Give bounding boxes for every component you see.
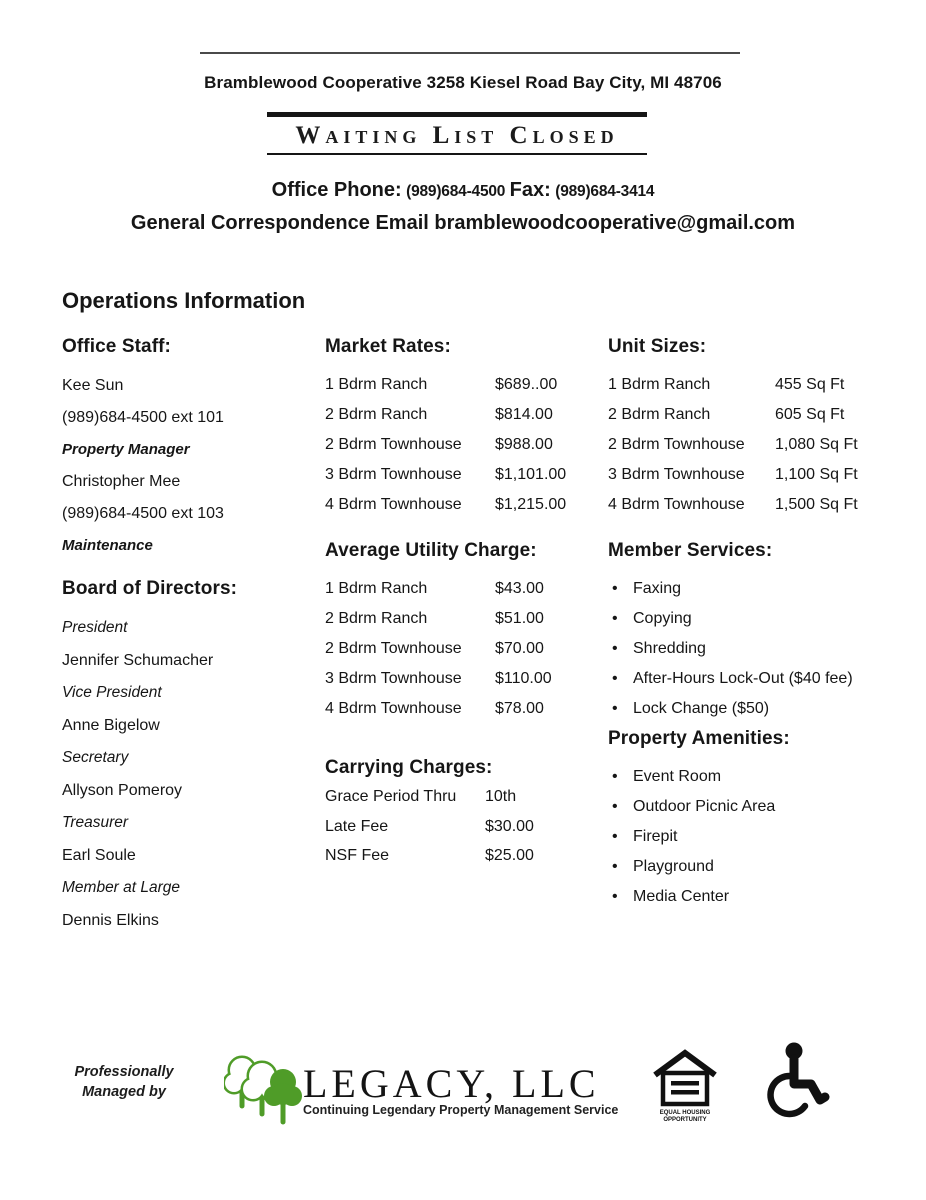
bullet-icon xyxy=(608,822,633,852)
equal-housing-label-line1: EQUAL HOUSING xyxy=(659,1110,711,1116)
fax-label: Fax: xyxy=(509,179,551,201)
bullet-item xyxy=(608,694,908,724)
utility-section xyxy=(325,540,590,724)
bullet-text: Faxing xyxy=(633,580,682,597)
rate-value: $1,101.00 xyxy=(495,466,567,483)
amenities-heading: Property Amenities: xyxy=(608,728,790,749)
bullet-text: After-Hours Lock-Out ($40 fee) xyxy=(633,670,853,687)
address-line: Bramblewood Cooperative 3258 Kiesel Road Bay City, MI 48706 xyxy=(204,73,722,92)
equal-housing-icon xyxy=(652,1046,718,1126)
bullet-item xyxy=(608,852,908,882)
board-role: Member at Large xyxy=(62,879,181,896)
bullet-item xyxy=(608,574,908,604)
email-line: General Correspondence Email bramblewoodcooperative@gmail.com xyxy=(130,212,796,234)
rate-value: 1,080 Sq Ft xyxy=(775,436,858,453)
managed-by-line2: Managed by xyxy=(82,1084,166,1100)
rate-label: 4 Bdrm Townhouse xyxy=(325,496,462,513)
bullet-item xyxy=(608,604,908,634)
bullet-item xyxy=(608,822,908,852)
bullet-icon xyxy=(608,694,633,724)
phone-fax-line xyxy=(0,179,926,202)
bullet-icon xyxy=(608,604,633,634)
bullet-text: Lock Change ($50) xyxy=(633,700,770,717)
rate-label: 2 Bdrm Townhouse xyxy=(608,436,745,453)
legacy-logo-name: LEGACY, LLC xyxy=(303,1061,600,1106)
office-phone-number: (989)684-4500 xyxy=(406,183,506,200)
office-staff-heading: Office Staff: xyxy=(62,336,171,357)
staff-line: Property Manager xyxy=(62,441,190,458)
staff-line: Christopher Mee xyxy=(62,473,181,490)
rate-label: 1 Bdrm Ranch xyxy=(325,376,428,393)
staff-line: (989)684-4500 ext 103 xyxy=(62,505,224,522)
utility-heading: Average Utility Charge: xyxy=(325,540,537,561)
rate-label: 2 Bdrm Ranch xyxy=(325,610,428,627)
rate-row xyxy=(325,694,590,724)
board-name: Earl Soule xyxy=(62,846,136,864)
rate-row xyxy=(608,370,903,400)
bullet-icon xyxy=(608,882,633,912)
rate-row xyxy=(325,460,590,490)
rate-value: $814.00 xyxy=(495,406,553,423)
rate-value: $689..00 xyxy=(495,376,558,393)
bullet-text: Playground xyxy=(633,858,714,875)
rate-label: 2 Bdrm Ranch xyxy=(608,406,711,423)
board-heading: Board of Directors: xyxy=(62,578,238,599)
bullet-text: Firepit xyxy=(633,828,678,845)
rate-row xyxy=(608,490,903,520)
amenities-section xyxy=(608,728,908,912)
rate-label: 4 Bdrm Townhouse xyxy=(325,700,462,717)
staff-line: Kee Sun xyxy=(62,377,124,394)
operations-title: Operations Information xyxy=(62,288,306,313)
rate-value: $30.00 xyxy=(485,817,534,835)
bullet-item xyxy=(608,634,908,664)
rate-value: $43.00 xyxy=(495,580,544,597)
rate-label: 2 Bdrm Townhouse xyxy=(325,640,462,657)
board-role: President xyxy=(62,619,128,636)
bullet-text: Event Room xyxy=(633,768,722,785)
rate-value: 455 Sq Ft xyxy=(775,376,845,393)
wheelchair-accessibility-icon xyxy=(762,1040,832,1130)
rate-value: 1,100 Sq Ft xyxy=(775,466,858,483)
board-role: Secretary xyxy=(62,749,129,766)
carrying-charges-section xyxy=(325,757,590,871)
board-role: Treasurer xyxy=(62,814,129,831)
staff-line: (989)684-4500 ext 101 xyxy=(62,409,224,426)
bullet-icon xyxy=(608,792,633,822)
top-rule xyxy=(200,52,740,54)
waiting-list-banner: Waiting List Closed xyxy=(267,112,647,155)
member-services-section xyxy=(608,540,908,724)
rate-row xyxy=(325,634,590,664)
rate-label: 3 Bdrm Townhouse xyxy=(325,466,462,483)
rate-row xyxy=(325,430,590,460)
unit-sizes-section xyxy=(608,336,903,520)
rate-label: Grace Period Thru xyxy=(325,788,457,805)
market-rates-heading: Market Rates: xyxy=(325,336,451,357)
bullet-icon xyxy=(608,852,633,882)
office-phone-label: Office Phone: xyxy=(271,179,402,201)
rate-row xyxy=(325,604,590,634)
rate-row xyxy=(325,812,590,842)
member-services-heading: Member Services: xyxy=(608,540,773,561)
rate-value: 10th xyxy=(485,788,517,805)
bullet-icon xyxy=(608,762,633,792)
rate-row xyxy=(325,664,590,694)
board-name: Dennis Elkins xyxy=(62,911,159,929)
unit-sizes-heading: Unit Sizes: xyxy=(608,336,707,357)
rate-value: $51.00 xyxy=(495,610,544,627)
managed-by-line1: Professionally xyxy=(74,1064,174,1080)
bullet-item xyxy=(608,664,908,694)
rate-row xyxy=(608,430,903,460)
bullet-icon xyxy=(608,634,633,664)
managed-by-text xyxy=(68,1062,180,1102)
bullet-icon xyxy=(608,574,633,604)
rate-value: $988.00 xyxy=(495,436,553,453)
rate-value: $1,215.00 xyxy=(495,496,567,513)
rate-label: NSF Fee xyxy=(325,847,390,864)
rate-row xyxy=(325,841,590,871)
rate-label: 3 Bdrm Townhouse xyxy=(325,670,462,687)
board-section xyxy=(62,578,322,937)
bullet-item xyxy=(608,882,908,912)
rate-row xyxy=(325,400,590,430)
rate-value: $70.00 xyxy=(495,640,544,657)
bullet-item xyxy=(608,762,908,792)
rate-label: 2 Bdrm Ranch xyxy=(325,406,428,423)
rate-row xyxy=(325,782,590,812)
office-staff-section xyxy=(62,336,322,562)
bullet-item xyxy=(608,792,908,822)
rate-label: Late Fee xyxy=(325,817,389,835)
rate-label: 1 Bdrm Ranch xyxy=(608,376,711,393)
rate-label: 1 Bdrm Ranch xyxy=(325,580,428,597)
board-name: Allyson Pomeroy xyxy=(62,781,183,799)
rate-row xyxy=(325,490,590,520)
bullet-text: Copying xyxy=(633,610,692,627)
bullet-text: Media Center xyxy=(633,888,730,905)
rate-value: 1,500 Sq Ft xyxy=(775,496,858,513)
rate-value: $110.00 xyxy=(495,670,552,687)
staff-line: Maintenance xyxy=(62,537,153,554)
market-rates-section xyxy=(325,336,590,520)
rate-row xyxy=(608,460,903,490)
board-role: Vice President xyxy=(62,684,162,701)
legacy-logo-tagline: Continuing Legendary Property Management Service xyxy=(303,1103,619,1117)
rate-value: 605 Sq Ft xyxy=(775,406,845,423)
bullet-text: Shredding xyxy=(633,640,706,657)
board-name: Jennifer Schumacher xyxy=(62,651,214,669)
board-name: Anne Bigelow xyxy=(62,716,160,734)
bullet-icon xyxy=(608,664,633,694)
rate-row xyxy=(325,370,590,400)
rate-label: 3 Bdrm Townhouse xyxy=(608,466,745,483)
fax-number: (989)684-3414 xyxy=(555,183,655,200)
rate-label: 2 Bdrm Townhouse xyxy=(325,436,462,453)
equal-housing-label-line2: OPPORTUNITY xyxy=(663,1117,707,1123)
rate-row xyxy=(325,574,590,604)
carrying-charges-heading: Carrying Charges: xyxy=(325,757,493,778)
rate-value: $78.00 xyxy=(495,700,544,717)
bullet-text: Outdoor Picnic Area xyxy=(633,798,776,815)
legacy-trees-icon xyxy=(224,1040,308,1132)
rate-value: $25.00 xyxy=(485,847,534,864)
rate-row xyxy=(608,400,903,430)
rate-label: 4 Bdrm Townhouse xyxy=(608,496,745,513)
